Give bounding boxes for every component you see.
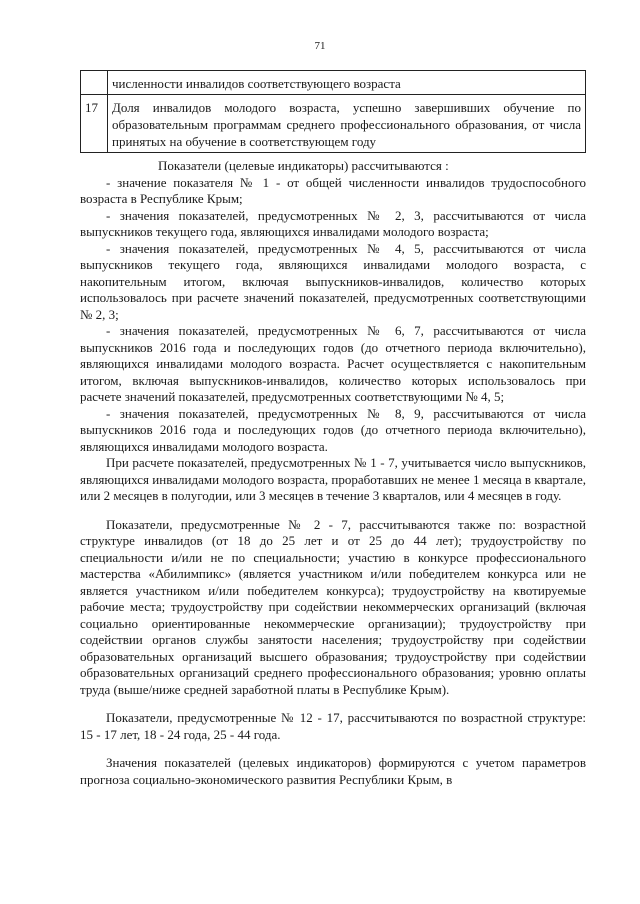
table-cell-number <box>81 71 108 95</box>
paragraph-indicators-6-7: - значения показателей, предусмотренных № 6, 7, рассчитываются от числа выпускников 2016 года и последующих годов (до отчетного периода включительно), являющихся инвалидами молодого возраста. Расчет осуществляется с накопительным итогом, включая выпускников-инвалидов, количество которых использовалось при расчете значений показателей, предусмотренных соответствующими № 4, 5; <box>80 323 586 404</box>
paragraph-indicators-12-17: Показатели, предусмотренные № 12 - 17, рассчитываются по возрастной структуре: 15 - 17 лет, 18 - 24 года, 25 - 44 года. <box>80 710 586 742</box>
paragraph-calculation-1-7: При расчете показателей, предусмотренных № 1 - 7, учитывается число выпускников, являющихся инвалидами молодого возраста, проработавших не менее 1 месяца в квартале, или 2 месяцев в полугодии, или 3 месяцев в течение 3 кварталов, или 4 месяцев в году. <box>80 455 586 503</box>
table-row <box>81 95 586 153</box>
paragraph-indicator-1: - значение показателя № 1 - от общей численности инвалидов трудоспособного возраста в Республике Крым; <box>80 174 586 206</box>
table-cell-number: 17 <box>81 95 108 153</box>
indicator-table <box>80 70 586 153</box>
page-number: 71 <box>314 40 326 52</box>
document-body <box>80 158 586 788</box>
table-cell-text: численности инвалидов соответствующего возраста <box>108 71 586 95</box>
table-cell-text: Доля инвалидов молодого возраста, успешно завершивших обучение по образовательным программам среднего профессионального образования, от числа принятых на обучение в соответствующем году <box>108 95 586 153</box>
paragraph-intro: Показатели (целевые индикаторы) рассчитываются : <box>158 158 449 173</box>
paragraph-indicators-2-7: Показатели, предусмотренные № 2 - 7, рассчитываются также по: возрастной структуре инвалидов (от 18 до 25 лет и от 25 до 44 лет); трудоустройству по специальности и/или не по специальности; участию в конкурсе профессионального мастерства «Абилимпикс» (является участником и/или победителем конкурса или не является участником и/или победителем конкурса); трудоустройству на квотируемые рабочие места; трудоустройству при содействии некоммерческих организаций (включая социально ориентированные некоммерческие организации); трудоустройству при содействии органов службы занятости населения; трудоустройству при содействии образовательных организаций высшего образования; трудоустройству при содействии образовательных организаций среднего профессионального образования; уровню оплаты труда (выше/ниже средней заработной платы в Республике Крым). <box>80 516 586 697</box>
paragraph-indicators-2-3: - значения показателей, предусмотренных № 2, 3, рассчитываются от числа выпускников текущего года, являющихся инвалидами молодого возраста; <box>80 207 586 239</box>
paragraph-indicators-8-9: - значения показателей, предусмотренных № 8, 9, рассчитываются от числа выпускников 2016 года и последующих годов (до отчетного периода включительно), являющихся инвалидами молодого возраста. <box>80 405 586 454</box>
paragraph-indicators-4-5: - значения показателей, предусмотренных № 4, 5, рассчитываются от числа выпускников текущего года, являющихся инвалидами молодого возраста, с накопительным итогом, включая выпускников-инвалидов, количество которых использовалось при расчете значений показателей, предусмотренных соответствующими № 2, 3; <box>80 240 586 322</box>
paragraph-forecast: Значения показателей (целевых индикаторов) формируются с учетом параметров прогноза социально-экономического развития Республики Крым, в <box>80 755 586 787</box>
table-row <box>81 71 586 95</box>
